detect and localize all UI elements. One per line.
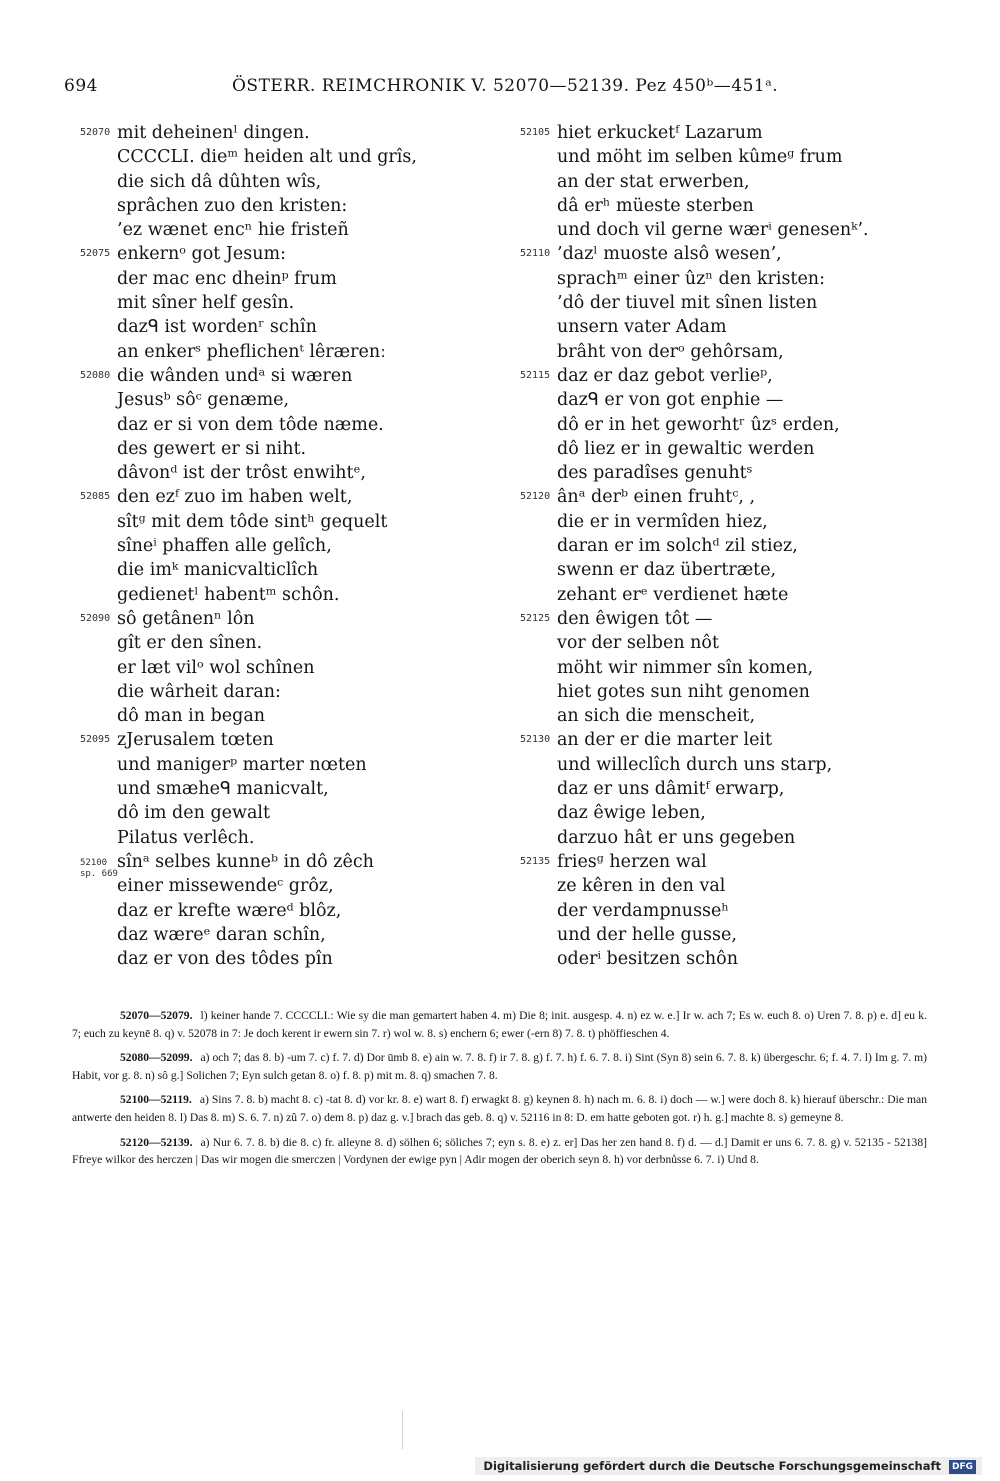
verse-text: mit sîner helf gesîn.	[117, 293, 295, 314]
verse-text: ânᵃ derᵇ einen fruhtᶜ, ,	[557, 487, 756, 508]
verse-text: daran er im solchᵈ zil stiez,	[557, 536, 798, 557]
verse-line	[80, 753, 460, 777]
verse-line	[520, 121, 900, 145]
verse-line	[80, 947, 460, 971]
verse-text: die er in vermîden hiez,	[557, 511, 768, 532]
verse-line	[520, 267, 900, 291]
note-text: a) Nur 6. 7. 8. b) die 8. c) fr. alleyne 8. d) sölhen 6; söliches 7; eyn s. 8. e) z. er] Das her zen hand 8. f) d. — d.] Damit er uns 6. 7. 8. g) v. 52135 - 52138] Ffreye wilkor des herczen | Das wir mogen die smerczen | Vordynen der ewige pyn | Adir mogen der oberich seyn 8. h) vor derbnůsse 6. 7. i) Und 8.	[72, 1135, 927, 1167]
verse-text: und möht im selben kûmeᵍ frum	[557, 147, 843, 168]
line-number: 52115	[520, 369, 551, 381]
verse-line	[520, 947, 900, 971]
note-group	[72, 1049, 927, 1084]
verse-text: ’ez wænet encⁿ hie fristeñ	[117, 220, 349, 241]
verse-text: friesᵍ herzen wal	[557, 851, 707, 872]
verse-text: gît er den sînen.	[117, 633, 263, 654]
verse-line	[520, 923, 900, 947]
line-number: 52130	[520, 734, 551, 746]
verse-line	[80, 510, 460, 534]
verse-line	[80, 267, 460, 291]
verse-line	[80, 656, 460, 680]
note-group	[72, 1134, 927, 1169]
verse-line	[520, 874, 900, 898]
note-text: l) keiner hande 7. CCCCLI.: Wie sy die man gemartert haben 4. m) Die 8; init. ausgesp. 4. n) ez w. e.] Ir w. ach 7; Es w. euch 8. o) Uren 7. 8. p) e. d] eu k. 7; euch zu keynē 8. q) v. 52078 in 7: Je doch kerent ir ewern sin 7. r) wol w. 8. s) enchern 6; ewer (-ern 8) 7. 8. t) phöffieschen 4.	[72, 1009, 927, 1040]
running-title: ÖSTERR. REIMCHRONIK V. 52070—52139. Pez 450ᵇ—451ᵃ.	[232, 76, 779, 96]
verse-text: vor der selben nôt	[557, 633, 720, 654]
verse-text: möht wir nimmer sîn komen,	[557, 657, 814, 678]
note-range: 52100—52119.	[120, 1093, 192, 1107]
verse-line	[80, 145, 460, 169]
verse-text: und smæheᑫ manicvalt,	[117, 779, 329, 800]
verse-text: sîtᵍ mit dem tôde sintʰ gequelt	[117, 511, 388, 532]
verse-line	[520, 170, 900, 194]
verse-text: des paradîses genuhtˢ	[557, 463, 753, 484]
verse-line	[520, 631, 900, 655]
verse-text: CCCCLI. dieᵐ heiden alt und grîs,	[117, 147, 417, 168]
verse-text: und manigerᵖ marter nœten	[117, 754, 367, 775]
verse-text: der verdampnusseʰ	[557, 900, 729, 921]
verse-line	[80, 607, 460, 631]
verse-line	[520, 656, 900, 680]
verse-line	[80, 558, 460, 582]
verse-line	[520, 899, 900, 923]
verse-line	[80, 899, 460, 923]
verse-text: zehant erᵉ verdienet hæte	[557, 584, 789, 605]
verse-text: daz er krefte wæreᵈ blôz,	[117, 900, 342, 921]
left-verse-column	[80, 121, 460, 971]
line-number: 52090	[80, 612, 111, 624]
verse-line	[520, 728, 900, 752]
line-number: 52085	[80, 491, 111, 503]
verse-text: und der helle gusse,	[557, 924, 737, 945]
verse-text: an der er die marter leit	[557, 730, 773, 751]
verse-text: und willeclîch durch uns starp,	[557, 754, 833, 775]
line-number: 52125	[520, 612, 551, 624]
verse-line	[80, 170, 460, 194]
line-number: 52080	[80, 369, 111, 381]
verse-text: des gewert er si niht.	[117, 438, 307, 459]
verse-line	[520, 777, 900, 801]
verse-line	[80, 121, 460, 145]
verse-line	[80, 534, 460, 558]
verse-text: an der stat erwerben,	[557, 171, 750, 192]
verse-line	[520, 242, 900, 266]
verse-text: daz êwige leben,	[557, 803, 706, 824]
verse-text: mit deheinenˡ dingen.	[117, 123, 310, 143]
verse-line	[80, 437, 460, 461]
verse-text: sprachᵐ einer ûzⁿ den kristen:	[557, 268, 825, 289]
verse-line	[520, 413, 900, 437]
verse-text: daz er uns dâmitᶠ erwarp,	[557, 779, 785, 800]
verse-line	[520, 340, 900, 364]
verse-line	[520, 850, 900, 874]
verse-text: sprâchen zuo den kristen:	[117, 195, 348, 216]
verse-line	[520, 437, 900, 461]
verse-text: swenn er daz übertræte,	[557, 560, 777, 581]
verse-text: dazᑫ er von got enphie —	[557, 390, 784, 411]
verse-line	[80, 631, 460, 655]
verse-line	[520, 558, 900, 582]
line-number: 52100 sp. 669	[80, 857, 118, 879]
verse-text: hiet gotes sun niht genomen	[557, 681, 810, 702]
verse-text: hiet erkucketᶠ Lazarum	[557, 123, 763, 143]
verse-line	[80, 413, 460, 437]
verse-line	[80, 242, 460, 266]
verse-line	[520, 461, 900, 485]
page-number: 694	[64, 76, 98, 96]
verse-line	[80, 340, 460, 364]
verse-text: die wârheit daran:	[117, 681, 281, 702]
verse-line	[80, 704, 460, 728]
verse-text: unsern vater Adam	[557, 317, 727, 338]
verse-text: dô man in began	[117, 706, 266, 727]
verse-line	[80, 923, 460, 947]
verse-text: die sich dâ dûhten wîs,	[117, 171, 322, 192]
line-number: 52075	[80, 248, 111, 260]
line-number: 52095	[80, 734, 111, 746]
verse-text: daz er si von dem tôde næme.	[117, 414, 384, 435]
verse-line	[520, 680, 900, 704]
verse-line	[520, 364, 900, 388]
verse-text: die wânden undᵃ si wæren	[117, 365, 353, 386]
note-group	[72, 1007, 927, 1042]
verse-line	[80, 874, 460, 898]
verse-text: brâht von derᵒ gehôrsam,	[557, 341, 784, 362]
critical-apparatus	[72, 1007, 927, 1176]
verse-text: darzuo hât er uns gegeben	[557, 827, 796, 848]
verse-line	[80, 315, 460, 339]
verse-text: sînᵃ selbes kunneᵇ in dô zêch	[117, 851, 374, 872]
verse-text: und doch vil gerne wærⁱ genesenᵏ’.	[557, 220, 869, 241]
line-number: 52070	[80, 127, 111, 138]
verse-line	[520, 826, 900, 850]
note-range: 52120—52139.	[120, 1135, 193, 1149]
verse-line	[520, 583, 900, 607]
verse-text: sô getânenⁿ lôn	[117, 608, 255, 629]
verse-line	[80, 388, 460, 412]
verse-text: Pilatus verlêch.	[117, 827, 255, 848]
footer-credit	[475, 1457, 982, 1475]
verse-text: daz er von des tôdes pîn	[117, 949, 333, 970]
verse-line	[520, 218, 900, 242]
verse-text: an enkerˢ pheflichenᵗ lêrærenː	[117, 341, 387, 362]
verse-line	[80, 850, 460, 879]
verse-text: ze kêren in den val	[557, 876, 726, 897]
verse-text: sîneⁱ phaffen alle gelîch,	[117, 536, 332, 557]
line-number: 52120	[520, 491, 551, 503]
verse-line	[80, 801, 460, 825]
verse-text: der mac enc dheinᵖ frum	[117, 268, 337, 289]
verse-text: gedienetˡ habentᵐ schôn.	[117, 584, 340, 605]
verse-line	[80, 728, 460, 752]
verse-text: dô liez er in gewaltic werden	[557, 438, 815, 459]
verse-text: den ezᶠ zuo im haben welt,	[117, 487, 353, 508]
verse-text: dô im den gewalt	[117, 803, 271, 824]
verse-line	[520, 510, 900, 534]
note-range: 52070—52079.	[120, 1009, 193, 1022]
verse-text: ’dô der tiuvel mit sînen listen	[557, 293, 818, 314]
verse-text: einer missewendeᶜ grôz,	[117, 876, 334, 897]
note-text: a) och 7; das 8. b) -um 7. c) f. 7. d) Dor ūmb 8. e) ain w. 7. 8. f) ir 7. 8. g) f. 7. h) f. 6. 7. 8. i) Sint (Syn 8) sein 6. 7. 8. k) übergeschr. 6; f. 4. 7. l) Im g. 7. m) Habit, vor g. 8. n) sô g.] Solichen 7; Eyn sulch getan 8. o) f. 8. p) mit m. 8. q) smachen 7. 8.	[72, 1051, 927, 1082]
note-text: a) Sins 7. 8. b) macht 8. c) -tat 8. d) vor kr. 8. e) wart 8. f) erwagkt 8. g) keynen 8. h) nach m. 6. 8. i) doch — w.] were doch 8. k) hierauf überschr.: Die man antwerte den heiden 8. l) Das 8. m) S. 6. 7. n) zû 7. o) dem 8. p) daz g. v.] brach das geb. 8. q) v. 52116 in 8: D. em hatte geboten got. r) h. g.] machte 8. s) gemeyne 8.	[72, 1093, 927, 1124]
scan-artifact	[402, 1411, 403, 1449]
verse-text: daz wæreᵉ daran schîn,	[117, 924, 326, 945]
page-header	[64, 76, 934, 100]
dfg-logo-icon: DFG	[949, 1460, 976, 1474]
verse-text: die imᵏ manicvalticlîch	[117, 560, 319, 581]
verse-text: zJerusalem tœten	[117, 730, 274, 751]
verse-line	[80, 194, 460, 218]
verse-line	[520, 388, 900, 412]
verse-text: dâ erʰ müeste sterben	[557, 195, 754, 216]
verse-text: er læt vilᵒ wol schînen	[117, 657, 315, 678]
verse-line	[520, 753, 900, 777]
verse-line	[520, 534, 900, 558]
verse-line	[520, 801, 900, 825]
verse-line	[520, 607, 900, 631]
footer-text: Digitalisierung gefördert durch die Deutsche Forschungsgemeinschaft	[483, 1459, 941, 1473]
verse-line	[80, 218, 460, 242]
verse-line	[520, 291, 900, 315]
verse-text: oderⁱ besitzen schôn	[557, 949, 738, 970]
note-range: 52080—52099.	[120, 1051, 193, 1065]
verse-text: an sich die menscheit,	[557, 706, 756, 727]
right-verse-column	[520, 121, 900, 971]
verse-text: dazᑫ ist wordenʳ schîn	[117, 317, 317, 338]
verse-line	[520, 194, 900, 218]
verse-text: dô er in het geworhtʳ ûzˢ erden,	[557, 414, 840, 435]
verse-line	[80, 680, 460, 704]
verse-line	[80, 583, 460, 607]
verse-text: den êwigen tôt —	[557, 608, 713, 629]
verse-line	[80, 364, 460, 388]
line-number: 52110	[520, 248, 551, 260]
verse-line	[80, 826, 460, 850]
verse-text: daz er daz gebot verlieᵖ,	[557, 365, 773, 386]
verse-line	[80, 461, 460, 485]
verse-text: Jesusᵇ sôᶜ genæme,	[117, 390, 290, 411]
verse-line	[520, 145, 900, 169]
verse-line	[80, 485, 460, 509]
verse-line	[520, 485, 900, 509]
verse-text: dâvonᵈ ist der trôst enwihtᵉ,	[117, 463, 366, 484]
verse-line	[520, 704, 900, 728]
line-number: 52105	[520, 127, 551, 138]
verse-line	[520, 315, 900, 339]
verse-line	[80, 777, 460, 801]
note-group	[72, 1091, 927, 1126]
verse-text: ’dazˡ muoste alsô wesen’,	[557, 244, 782, 265]
verse-line	[80, 291, 460, 315]
verse-text: enkernᵒ got Jesum:	[117, 244, 286, 265]
line-number: 52135	[520, 855, 551, 867]
